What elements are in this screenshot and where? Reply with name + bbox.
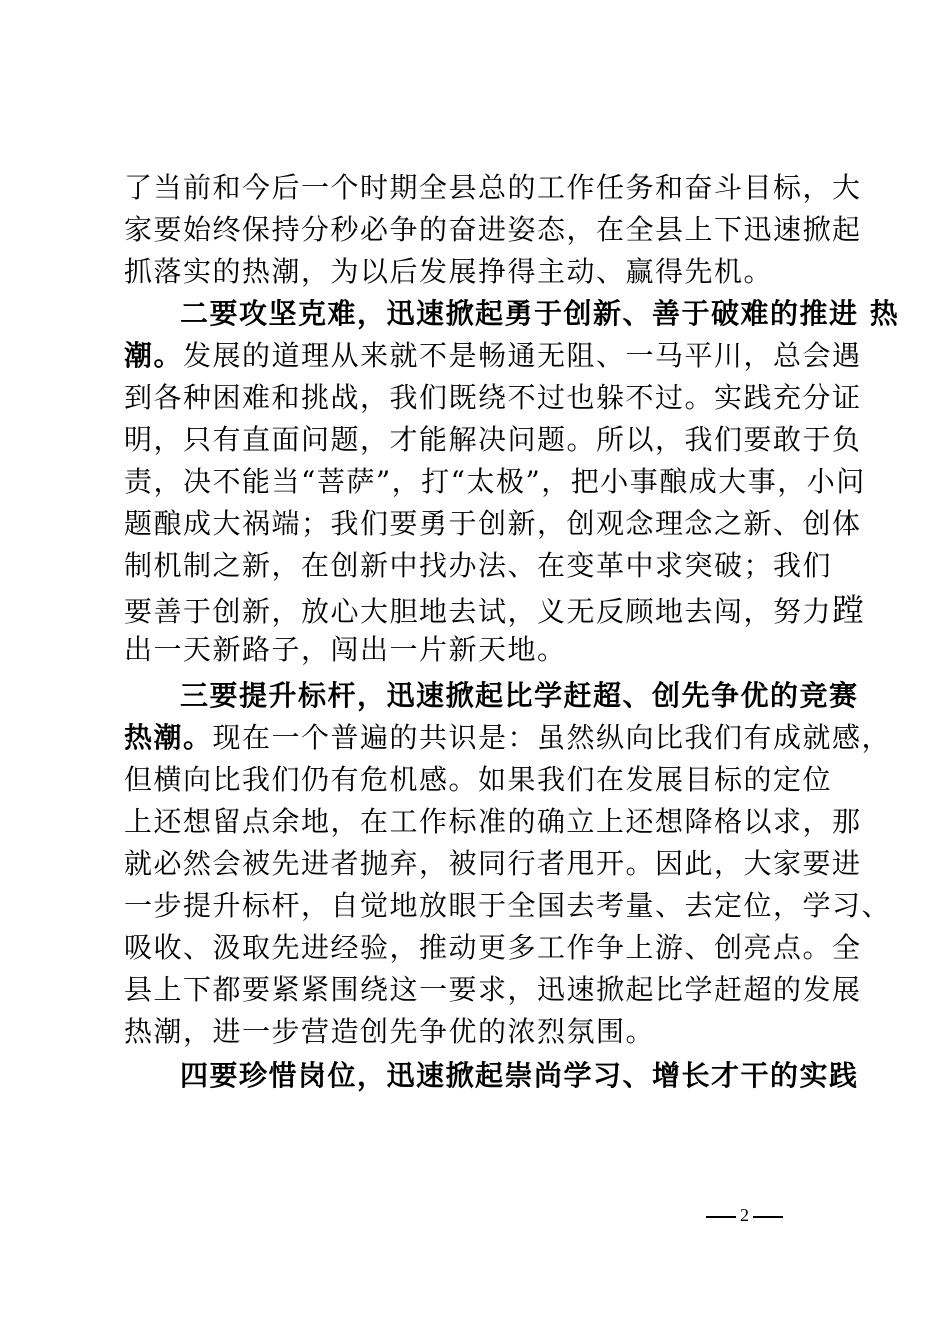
text-line: 到各种困难和挑战，我们既绕不过也躲不过。实践充分证 — [124, 381, 862, 414]
text-line — [124, 718, 891, 758]
section-heading-2: 二要攻坚克难，迅速掀起勇于创新、善于破难的推进 热 — [180, 297, 900, 330]
text-line: 明，只有直面问题，才能解决问题。所以，我们要敢于负 — [124, 423, 862, 456]
text-line: 了当前和今后一个时期全县总的工作任务和奋斗目标，大 — [124, 171, 862, 204]
section-heading-2-end: 潮。 — [124, 339, 184, 372]
page-footer — [702, 1200, 787, 1230]
text-line: 上还想留点余地，在工作标准的确立上还想降格以求，那 — [124, 805, 862, 838]
text-line: 出一天新路子，闯出一片新天地。 — [124, 633, 567, 666]
text-line: 就必然会被先进者抛弃，被同行者甩开。因此，大家要进 — [124, 847, 862, 880]
text-line: 家要始终保持分秒必争的奋进姿态，在全县上下迅速掀起 — [124, 213, 862, 246]
text-line: 制机制之新，在创新中找办法、在变革中求突破；我们 — [124, 549, 833, 582]
text-line: 县上下都要紧紧围绕这一要求，迅速掀起比学赶超的发展 — [124, 973, 862, 1006]
section-heading-4: 四要珍惜岗位，迅速掀起崇尚学习、增长才干的实践 — [180, 1059, 859, 1092]
text-line: 但横向比我们仍有危机感。如果我们在发展目标的定位 — [124, 763, 833, 796]
text-line: 题酿成大祸端；我们要勇于创新，创观念理念之新、创体 — [124, 507, 862, 540]
paragraph-text: 发展的道理从来就不是畅通无阻、一马平川，总会遇 — [183, 339, 862, 372]
text-line: 责，决不能当“菩萨”，打“太极”，把小事酿成大事，小问 — [124, 465, 866, 498]
text-line: 热潮，进一步营造创先争优的浓烈氛围。 — [124, 1015, 656, 1048]
text-line — [124, 336, 862, 376]
section-heading-3-end: 热潮。 — [124, 721, 213, 754]
footer-dash-left — [706, 1216, 736, 1218]
text-line: 抓落实的热潮，为以后发展挣得主动、赢得先机。 — [124, 255, 774, 288]
page-number: 2 — [740, 1205, 749, 1225]
large-character: 蹚 — [832, 591, 866, 629]
text-line: 吸收、汲取先进经验，推动更多工作争上游、创亮点。全 — [124, 931, 862, 964]
paragraph-text: 要善于创新，放心大胆地去试，义无反顾地去闯，努力 — [124, 595, 833, 628]
section-heading-3: 三要提升标杆，迅速掀起比学赶超、创先争优的竞赛 — [180, 679, 859, 712]
footer-dash-right — [753, 1216, 783, 1218]
text-line — [124, 590, 866, 630]
text-line: 一步提升标杆，自觉地放眼于全国去考量、去定位，学习、 — [124, 889, 892, 922]
paragraph-text: 现在一个普遍的共识是：虽然纵向比我们有成就感， — [212, 721, 892, 754]
